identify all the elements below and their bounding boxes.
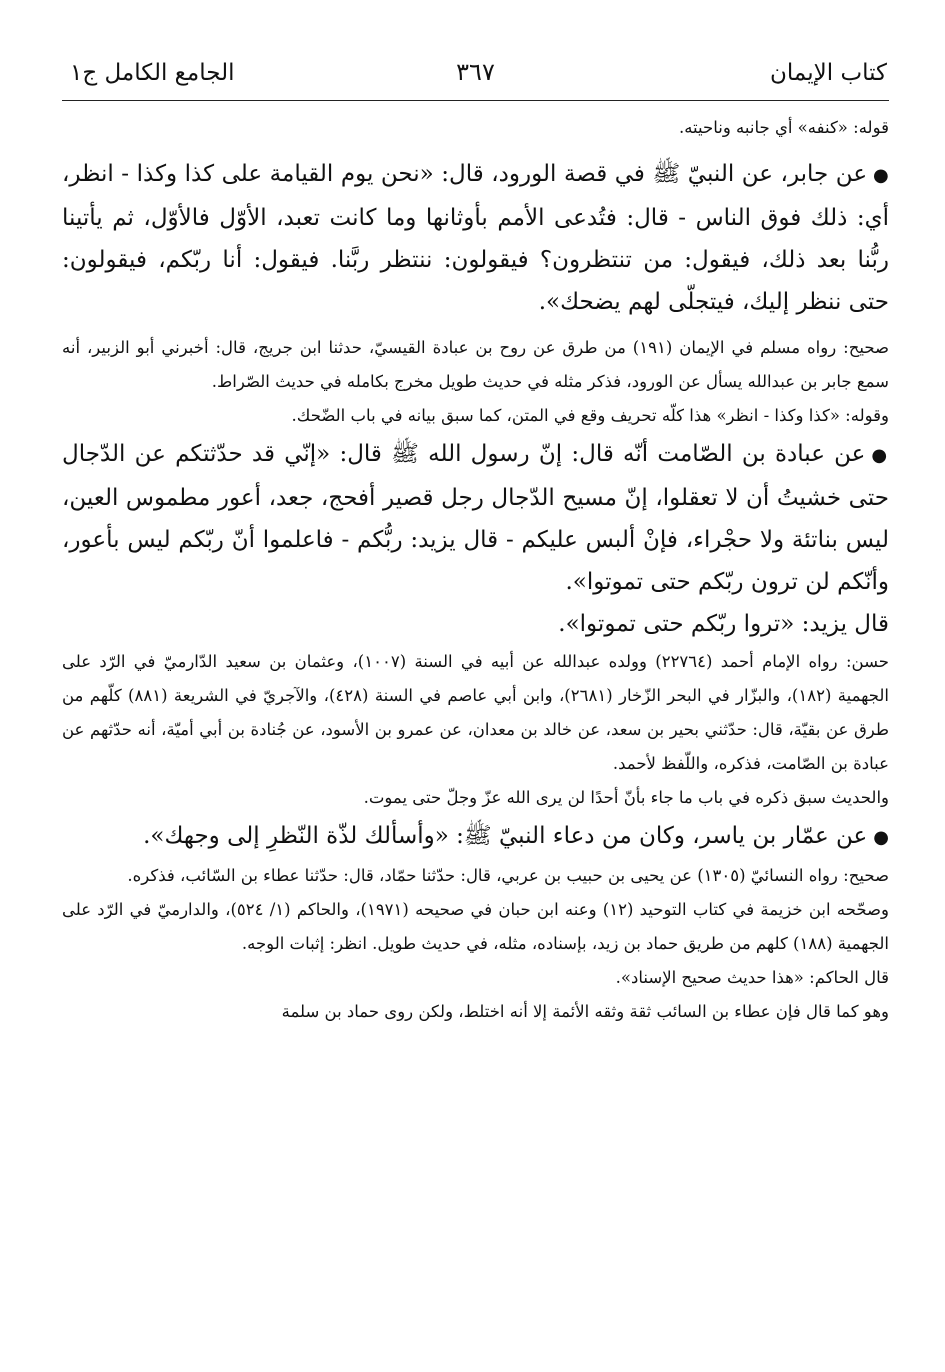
paragraph-text: والحديث سبق ذكره في باب ما جاء بأنّ أحدًا لن يرى الله عزّ وجلّ حتى يموت.: [363, 788, 889, 807]
paragraph-text: وصحّحه ابن خزيمة في كتاب التوحيد (١٢) وعنه ابن حبان في صحيحه (١٩٧١)، والحاكم (١/ ٥٢٤)، والدارميّ في الرّد على الجهمية (١٨٨) كلهم من طريق حماد بن زيد، بإسناده، مثله، في حديث طويل. انظر: إثبات الوجه.: [62, 900, 889, 953]
paragraph: [62, 859, 889, 893]
paragraph: [62, 603, 889, 645]
paragraph-text: قال يزيد: «تروا ربّكم حتى تموتوا».: [558, 611, 889, 637]
paragraph-text: صحيح: رواه النسائيّ (١٣٠٥) عن يحيى بن حبيب بن عربي، قال: حدّثنا حمّاد، قال: حدّثنا عطاء بن السّائب، فذكره.: [127, 866, 889, 885]
book-title: كتاب الإيمان: [770, 60, 887, 86]
paragraph: [62, 961, 889, 995]
page-number: ٣٦٧: [456, 58, 495, 86]
bullet-icon: ●: [871, 445, 889, 466]
bullet-icon: ●: [873, 827, 889, 848]
paragraph: [62, 995, 889, 1029]
paragraph-text: عن عمّار بن ياسر، وكان من دعاء النبيّ ﷺ: «وأسألك لذّة النّظرِ إلى وجهك».: [143, 823, 868, 849]
paragraph: [62, 331, 889, 399]
paragraph-text: عن عبادة بن الصّامت أنّه قال: إنّ رسول الله ﷺ قال: «إنّي قد حدّثتكم عن الدّجال حتى خشيتُ أن لا تعقلوا، إنّ مسيح الدّجال رجل قصير أفحج، جعد، أعور مطموس العين، ليس بناتئة ولا حجْراء، فإنْ ألبس عليكم - قال يزيد: ربُّكم - فاعلموا أنّ ربّكم ليس بأعور، وأنّكم لن ترون ربّكم حتى تموتوا».: [62, 441, 889, 595]
hadith-paragraph: [62, 815, 889, 859]
paragraph: [62, 399, 889, 433]
page-header: [62, 56, 889, 101]
paragraph: [62, 781, 889, 815]
hadith-paragraph: [62, 153, 889, 323]
paragraph-text: عن جابر، عن النبيّ ﷺ في قصة الورود، قال: «نحن يوم القيامة على كذا وكذا - انظر، أي: ذلك فوق الناس - قال: فتُدعى الأمم بأوثانها وما كانت تعبد، الأوّل فالأوّل، ثم يأتينا ربُّنا بعد ذلك، فيقول: من تنتظرون؟ فيقولون: ننتظر ربَّنا. فيقول: أنا ربّكم، فيقولون: حتى ننظر إليك، فيتجلّى لهم يضحك».: [62, 161, 889, 315]
paragraph-text: قال الحاكم: «هذا حديث صحيح الإسناد».: [615, 968, 889, 987]
page-content: [62, 101, 889, 1029]
series-title: الجامع الكامل ج١: [70, 60, 235, 86]
bullet-icon: ●: [873, 165, 889, 186]
hadith-paragraph: [62, 433, 889, 603]
paragraph: [62, 645, 889, 781]
paragraph: [62, 893, 889, 961]
paragraph-text: وقوله: «كذا وكذا - انظر» هذا كلّه تحريف وقع في المتن، كما سبق بيانه في باب الضّحك.: [291, 406, 889, 425]
paragraph: [62, 111, 889, 145]
paragraph-text: صحيح: رواه مسلم في الإيمان (١٩١) من طرق عن روح بن عبادة القيسيّ، حدثنا ابن جريج، قال: أخبرني أبو الزبير، أنه سمع جابر بن عبدالله يسأل عن الورود، فذكر مثله في حديث طويل مخرج بكامله في حديث الصّراط.: [62, 338, 890, 391]
paragraph-text: حسن: رواه الإمام أحمد (٢٢٧٦٤) وولده عبدالله عن أبيه في السنة (١٠٠٧)، وعثمان بن سعيد الدّارميّ في الرّد على الجهمية (١٨٢)، والبزّار في البحر الزّخار (٢٦٨١)، وابن أبي عاصم في السنة (٤٢٨)، والآجريّ في الشريعة (٨٨١) كلّهم من طرق عن بقيّة، قال: حدّثني بحير بن سعد، عن خالد بن معدان، عن عمرو بن الأسود، عن جُنادة بن أبي أميّة، أنه حدّثهم عن عبادة بن الصّامت، فذكره، واللّفظ لأحمد.: [62, 652, 889, 773]
paragraph-text: قوله: «كنفه» أي جانبه وناحيته.: [678, 118, 889, 137]
paragraph-text: وهو كما قال فإن عطاء بن السائب ثقة وثقه الأئمة إلا أنه اختلط، ولكن روى حماد بن سلمة: [281, 1002, 889, 1021]
